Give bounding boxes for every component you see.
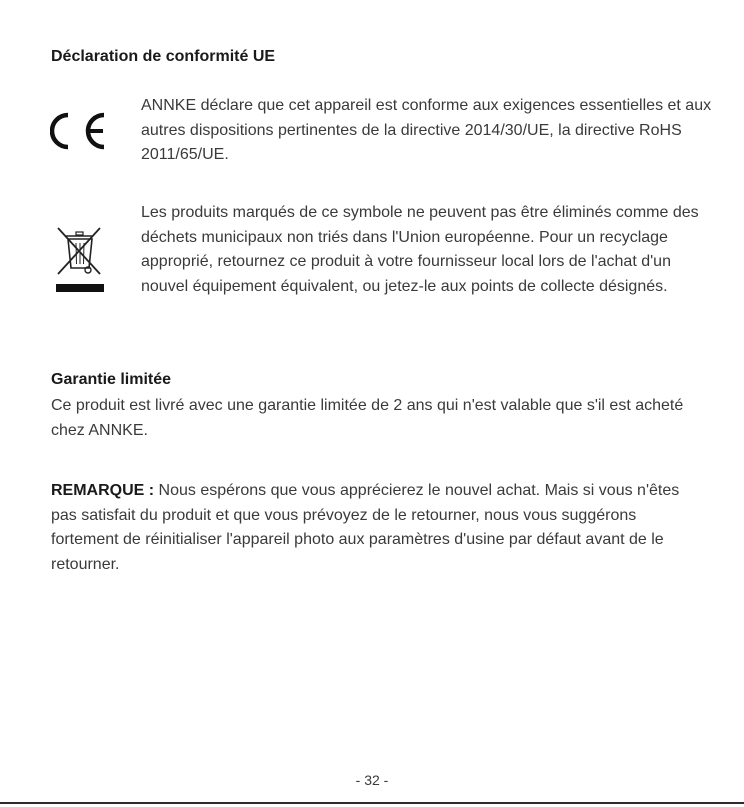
declaration-title: Déclaration de conformité UE (51, 48, 276, 65)
footer-divider (0, 802, 744, 804)
warranty-title: Garantie limitée (51, 371, 172, 388)
note-text: Nous espérons que vous apprécierez le nouvel achat. Mais si vous n'êtes pas satisfait du produit et que vous prévoyez de le retourner, nous vous suggérons fortement de réinitialiser l'appareil photo aux paramètres d'usine par défaut avant de le retourner. (51, 482, 680, 573)
note-label: REMARQUE : (51, 482, 155, 499)
warranty-text: Ce produit est livré avec une garantie limitée de 2 ans qui n'est valable que s'il est acheté chez ANNKE. (51, 397, 684, 439)
ce-mark-icon (50, 112, 114, 150)
crossed-out-wheelie-bin-icon (54, 226, 106, 296)
weee-disposal-text: Les produits marqués de ce symbole ne peuvent pas être éliminés comme des déchets municipaux non triés dans l'Union européenne. Pour un recyclage approprié, retournez ce produit à votre fournisseur local lors de l'achat d'un nouvel équipement équivalent, ou jetez-le aux points de collecte désignés. (141, 204, 699, 295)
ce-declaration-text: ANNKE déclare que cet appareil est conforme aux exigences essentielles et aux autres dispositions pertinentes de la directive 2014/30/UE, la directive RoHS 2011/65/UE. (141, 97, 712, 163)
note-paragraph (51, 479, 701, 577)
page-number: - 32 - (355, 772, 389, 788)
